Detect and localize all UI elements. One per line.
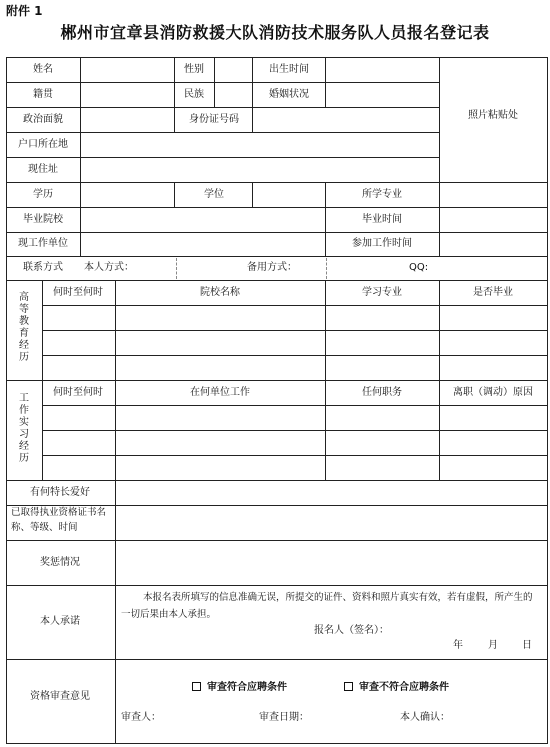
- graduate-school-label: 毕业院校: [23, 214, 63, 225]
- education-col-major: 学习专业: [362, 287, 402, 298]
- work-col-position: 任何职务: [362, 387, 402, 398]
- work-history-side-label: 工作实习经历: [19, 393, 29, 464]
- work-start-time-label: 参加工作时间: [352, 238, 412, 249]
- work-col-employer: 在何单位工作: [190, 387, 250, 398]
- review-option-pass[interactable]: [192, 678, 287, 693]
- checkbox-icon[interactable]: [192, 682, 201, 691]
- native-place-label: 籍贯: [33, 89, 53, 100]
- review-label: 资格审查意见: [30, 691, 90, 702]
- date-month: 月: [488, 640, 498, 651]
- backup-contact-label: 备用方式：: [247, 262, 297, 273]
- certificates-label: 已取得执业资格证书名称、等级、时间: [11, 507, 107, 533]
- checkbox-icon[interactable]: [344, 682, 353, 691]
- current-address-label: 现住址: [28, 164, 58, 175]
- birthdate-label: 出生时间: [269, 64, 309, 75]
- household-location-label: 户口所在地: [18, 139, 68, 150]
- review-date-label: 审查日期：: [259, 712, 309, 723]
- form-title: 郴州市宜章县消防救援大队消防技术服务队人员报名登记表: [60, 23, 490, 42]
- specialties-label: 有何特长爱好: [30, 487, 90, 498]
- awards-label: 奖惩情况: [40, 557, 80, 568]
- contact-label: 联系方式: [23, 262, 63, 273]
- commitment-text: 本报名表所填写的信息准确无误，所提交的证件、资料和照片真实有效，若有虚假，所产生的一切后果由本人承担。: [121, 592, 533, 620]
- date-day: 日: [522, 640, 532, 651]
- work-col-period: 何时至何时: [53, 387, 103, 398]
- education-col-school: 院校名称: [200, 287, 240, 298]
- major-label: 所学专业: [362, 189, 402, 200]
- work-col-leave-reason: 离职（调动）原因: [453, 387, 533, 398]
- attachment-label: 附件 1: [6, 4, 43, 18]
- review-option-fail[interactable]: [344, 678, 449, 693]
- current-employer-label: 现工作单位: [18, 238, 68, 249]
- commitment-label: 本人承诺: [40, 616, 80, 627]
- reviewer-label: 审查人：: [121, 712, 161, 723]
- education-col-graduated: 是否毕业: [473, 287, 513, 298]
- education-history-side-label: 高等教育经历: [19, 292, 29, 363]
- education-label: 学历: [33, 189, 53, 200]
- review-option-fail-text: 审查不符合应聘条件: [359, 682, 449, 693]
- photo-placeholder: 照片粘贴处: [468, 110, 518, 121]
- graduation-time-label: 毕业时间: [362, 214, 402, 225]
- signature-label: 报名人（签名）：: [314, 625, 389, 636]
- name-label: 姓名: [33, 64, 53, 75]
- degree-label: 学位: [204, 189, 224, 200]
- review-option-pass-text: 审查符合应聘条件: [207, 682, 287, 693]
- political-status-label: 政治面貌: [23, 114, 63, 125]
- education-col-period: 何时至何时: [53, 287, 103, 298]
- id-number-label: 身份证号码: [189, 114, 239, 125]
- qq-label: QQ:: [409, 262, 429, 273]
- gender-label: 性别: [184, 64, 204, 75]
- marital-status-label: 婚姻状况: [269, 89, 309, 100]
- self-confirm-label: 本人确认：: [400, 712, 450, 723]
- ethnicity-label: 民族: [184, 89, 204, 100]
- date-year: 年: [453, 640, 463, 651]
- personal-contact-label: 本人方式：: [84, 262, 134, 273]
